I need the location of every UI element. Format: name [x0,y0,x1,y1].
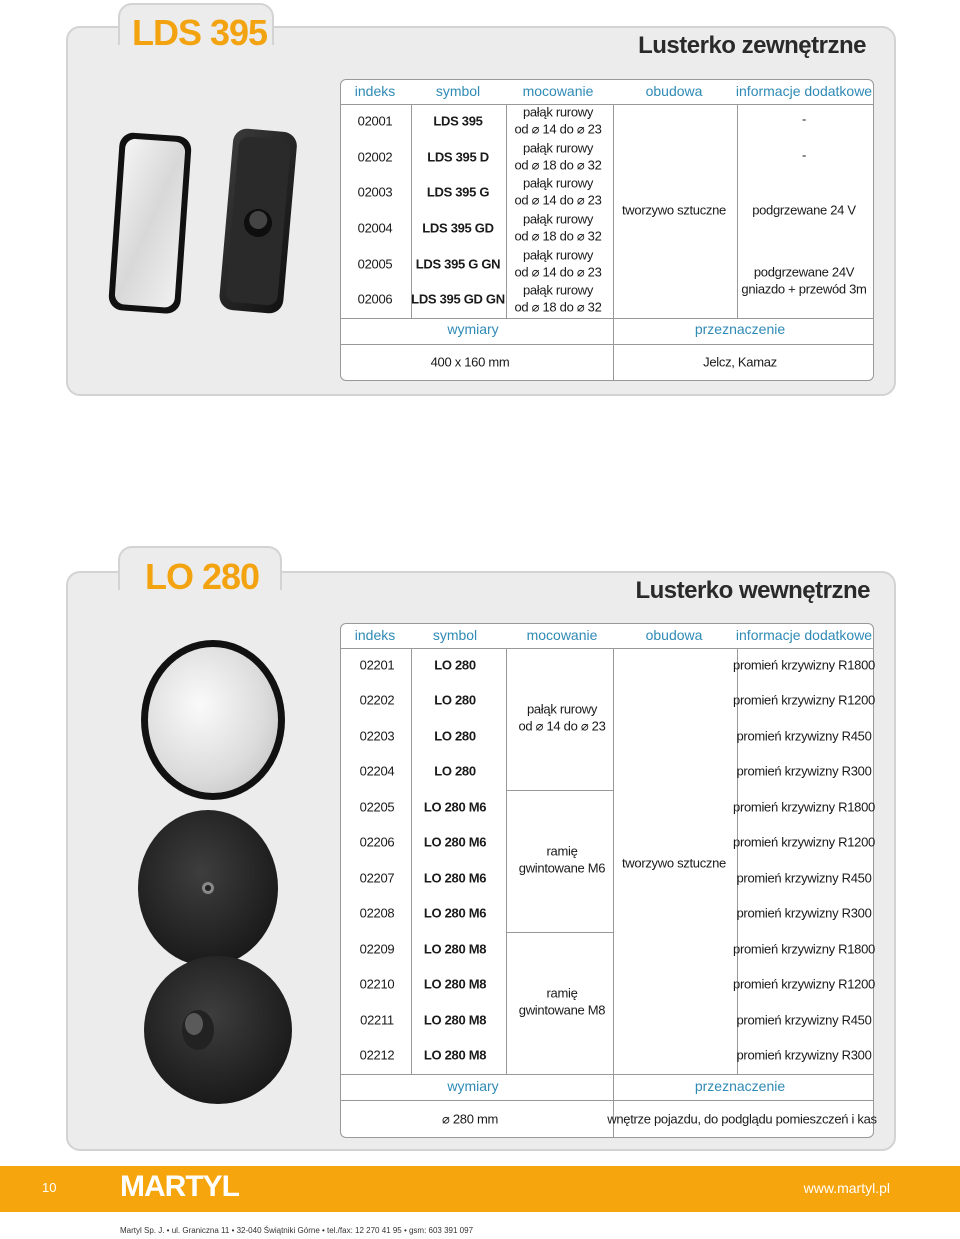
lo280-mirror-photos [128,638,308,1108]
lds395-mocowanie-line2: od ⌀ 18 do ⌀ 32 [514,299,602,315]
lo280-mocowanie-line2: gwintowane M8 [518,1002,606,1018]
lds395-mocowanie-line1: pałąk rurowy [522,104,594,120]
lds395-title: Lusterko zewnętrzne [638,32,866,59]
lds395-indeks: 02003 [357,184,393,200]
lo280-info: promień krzywizny R450 [736,1012,872,1028]
lds395-indeks: 02004 [357,220,393,236]
lds395-mirror-photos [108,128,298,318]
website-link[interactable]: www.martyl.pl [803,1180,890,1196]
lds395-przeznaczenie: Jelcz, Kamaz [703,354,777,370]
lds395-code: LDS 395 [132,12,268,53]
lo280-indeks: 02204 [359,763,395,779]
lo280-przeznaczenie: wnętrze pojazdu, do podglądu pomieszczeń i kas [607,1111,877,1127]
lds395-header: symbol [435,83,481,99]
lds395-info: podgrzewane 24 V [752,202,856,218]
lds395-symbol: LDS 395 GD GN [411,291,505,307]
lds395-mirror-front [108,132,192,315]
lo280-header: obudowa [645,627,703,643]
lo280-symbol: LO 280 M6 [423,905,487,921]
lo280-info: promień krzywizny R1800 [733,657,875,673]
lo280-wymiary-label: wymiary [447,1078,499,1094]
lds395-info: - [801,147,807,163]
lo280-title: Lusterko wewnętrzne [635,577,870,604]
lo280-header: symbol [432,627,478,643]
lo280-info: promień krzywizny R450 [736,728,872,744]
lds395-mocowanie-line2: od ⌀ 18 do ⌀ 32 [514,157,602,173]
lds395-mocowanie-line2: od ⌀ 18 do ⌀ 32 [514,228,602,244]
lo280-wymiary: ⌀ 280 mm [442,1111,498,1127]
lds395-wymiary-label: wymiary [447,321,499,337]
lds395-mocowanie-line1: pałąk rurowy [522,247,594,263]
lo280-info: promień krzywizny R300 [736,1047,872,1063]
lds395-mirror-back [218,128,298,314]
lds395-mocowanie-line1: pałąk rurowy [522,211,594,227]
lds395-mocowanie-line1: pałąk rurowy [522,140,594,156]
lds395-mocowanie-line1: pałąk rurowy [522,282,594,298]
lo280-indeks: 02201 [359,657,395,673]
lds395-header: obudowa [645,83,703,99]
lo280-info: promień krzywizny R450 [736,870,872,886]
lds395-info: - [801,111,807,127]
lds395-indeks: 02002 [357,149,393,165]
lo280-symbol: LO 280 [434,763,476,779]
lo280-symbol: LO 280 M6 [423,834,487,850]
lo280-indeks: 02202 [359,692,395,708]
lds395-symbol: LDS 395 [433,113,483,129]
lo280-obudowa: tworzywo sztuczne [622,855,726,871]
lo280-symbol: LO 280 M6 [423,799,487,815]
lds395-przeznaczenie-label: przeznaczenie [694,321,786,337]
lds395-info: podgrzewane 24V [753,264,855,279]
lds395-indeks: 02005 [357,256,393,272]
lds395-mocowanie-line2: od ⌀ 14 do ⌀ 23 [514,121,602,137]
lo280-mirror-back-m8 [144,956,292,1104]
lds395-header: informacje dodatkowe [735,83,873,99]
lds395-header: mocowanie [522,83,594,99]
lds395-header: indeks [354,83,396,99]
lo280-mirror-front [141,640,285,800]
lo280-symbol: LO 280 [434,657,476,673]
lo280-indeks: 02203 [359,728,395,744]
lo280-symbol: LO 280 [434,728,476,744]
brand-logo: MARTYL [120,1170,239,1203]
lo280-indeks: 02209 [359,941,395,957]
lo280-info: promień krzywizny R300 [736,905,872,921]
lo280-symbol: LO 280 M8 [423,976,487,992]
lo280-info: promień krzywizny R1800 [733,799,875,815]
lo280-symbol: LO 280 M8 [423,941,487,957]
lo280-mocowanie-line1: ramię [546,985,578,1001]
lds395-wymiary: 400 x 160 mm [430,354,510,370]
lo280-indeks: 02208 [359,905,395,921]
lo280-mirror-back-m6 [138,810,278,966]
lo280-indeks: 02205 [359,799,395,815]
lo280-indeks: 02211 [360,1012,394,1028]
lo280-code: LO 280 [145,556,260,597]
lo280-symbol: LO 280 [434,692,476,708]
lo280-indeks: 02207 [359,870,395,886]
lo280-header: mocowanie [526,627,598,643]
lo280-przeznaczenie-label: przeznaczenie [694,1078,786,1094]
lo280-header: informacje dodatkowe [735,627,873,643]
lo280-indeks: 02206 [359,834,395,850]
lo280-info: promień krzywizny R1800 [733,941,875,957]
lo280-symbol: LO 280 M6 [423,870,487,886]
lo280-mocowanie-line2: od ⌀ 14 do ⌀ 23 [518,718,606,734]
lo280-mocowanie-line2: gwintowane M6 [518,860,606,876]
lo280-header: indeks [354,627,396,643]
lds395-symbol: LDS 395 G GN [415,256,501,272]
lo280-mocowanie-line1: ramię [546,843,578,859]
lo280-mocowanie-line1: pałąk rurowy [526,701,598,717]
lo280-info: promień krzywizny R300 [736,763,872,779]
lds395-obudowa: tworzywo sztuczne [622,202,726,218]
lds395-mocowanie-line1: pałąk rurowy [522,175,594,191]
company-address: Martyl Sp. J. • ul. Graniczna 11 • 32-040 Świątniki Górne • tel./fax: 12 270 41 95 • gsm: 603 391 097 [120,1226,474,1235]
lds395-indeks: 02006 [357,291,393,307]
lo280-symbol: LO 280 M8 [423,1047,487,1063]
lds395-table [340,79,874,381]
lo280-info: promień krzywizny R1200 [733,692,875,708]
lds395-indeks: 02001 [357,113,393,129]
lds395-info: gniazdo + przewód 3m [741,281,867,296]
lds395-symbol: LDS 395 GD [422,220,494,236]
lds395-mocowanie-line2: od ⌀ 14 do ⌀ 23 [514,264,602,280]
lo280-symbol: LO 280 M8 [423,1012,487,1028]
lo280-indeks: 02212 [359,1047,395,1063]
lo280-indeks: 02210 [359,976,395,992]
lds395-symbol: LDS 395 G [426,184,490,200]
lo280-info: promień krzywizny R1200 [733,834,875,850]
lo280-info: promień krzywizny R1200 [733,976,875,992]
lds395-mocowanie-line2: od ⌀ 14 do ⌀ 23 [514,192,602,208]
lds395-symbol: LDS 395 D [427,149,489,165]
page-number: 10 [42,1180,57,1195]
